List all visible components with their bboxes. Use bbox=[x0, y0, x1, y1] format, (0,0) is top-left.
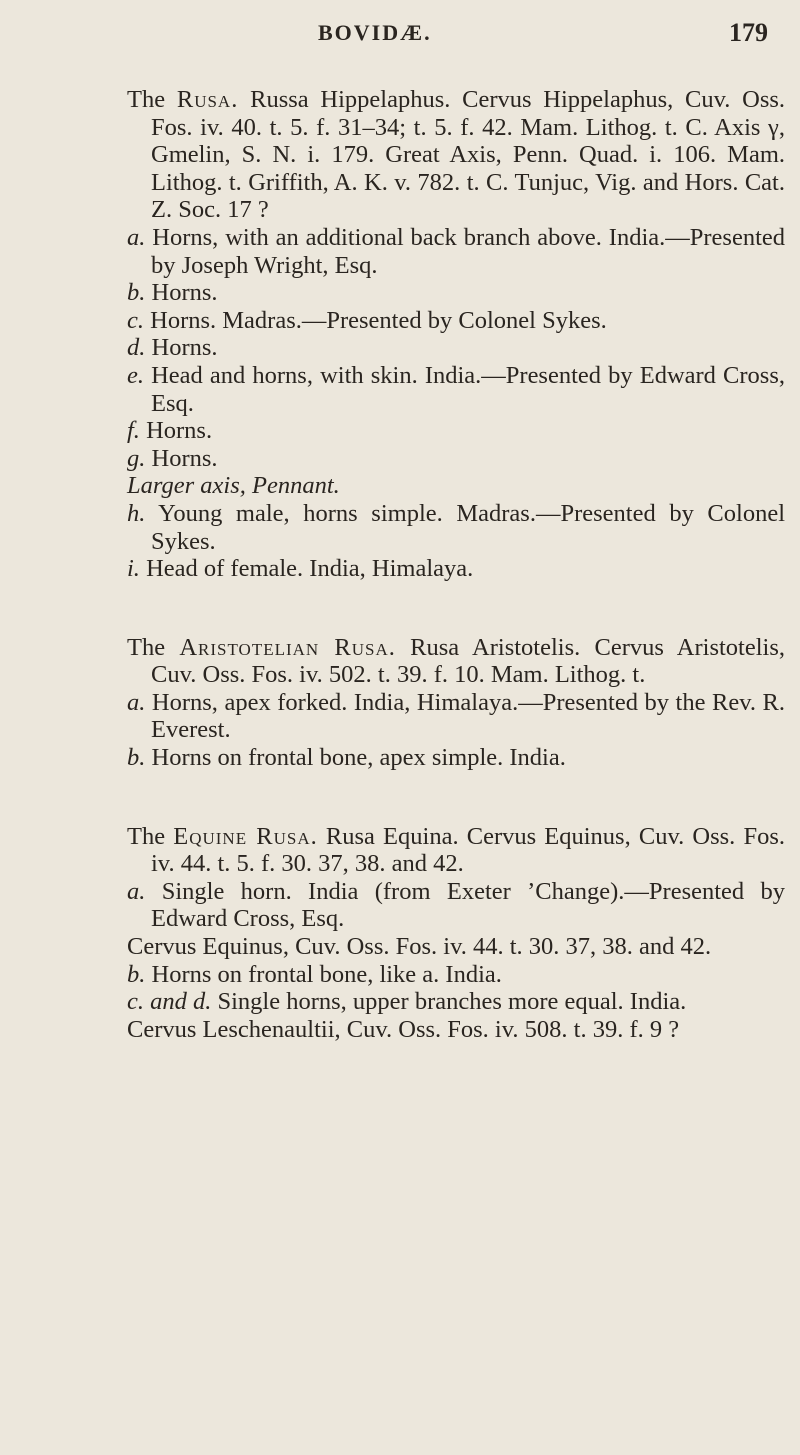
specimen-item: i. Head of female. India, Himalaya. bbox=[127, 555, 474, 583]
common-name: Rusa. bbox=[176, 86, 239, 113]
specimen-item: c. and d. Single horns, upper branches more equal. India. bbox=[127, 988, 687, 1016]
species-entry-rusa bbox=[127, 86, 785, 583]
specimen-item: b. Horns on frontal bone, like a. India. bbox=[127, 960, 502, 988]
variety-heading: Cervus Equinus, Cuv. Oss. Fos. iv. 44. t. 30. 37, 38. and 42. bbox=[127, 933, 712, 961]
specimen-item: e. Head and horns, with skin. India.—Presented by Edward Cross, Esq. bbox=[127, 361, 785, 417]
specimen-item: h. Young male, horns simple. Madras.—Presented by Colonel Sykes. bbox=[127, 499, 785, 555]
species-heading: The Equine Rusa. Rusa Equina. Cervus Equinus, Cuv. Oss. Fos. iv. 44. t. 5. f. 30. 37, 38. and 42. bbox=[127, 822, 785, 878]
specimen-item: a. Single horn. India (from Exeter ’Change).—Presented by Edward Cross, Esq. bbox=[127, 877, 785, 933]
specimen-item: f. Horns. bbox=[127, 417, 213, 445]
specimen-item: c. Horns. Madras.—Presented by Colonel Sykes. bbox=[127, 306, 607, 334]
running-head bbox=[0, 18, 800, 48]
synonymy: Rusa Equina. Cervus Equinus, Cuv. Oss. Fos. iv. 44. t. 5. f. 30. 37, 38. and 42. bbox=[151, 822, 785, 878]
species-entry-equine-rusa bbox=[127, 823, 785, 1044]
species-heading: The Aristotelian Rusa. Rusa Aristotelis. Cervus Aristotelis, Cuv. Oss. Fos. iv. 502. t. 39. f. 10. Mam. Lithog. t. bbox=[127, 633, 785, 689]
common-name: Aristotelian Rusa. bbox=[179, 633, 396, 661]
common-name: Equine Rusa. bbox=[173, 822, 318, 850]
specimen-item: b. Horns on frontal bone, apex simple. India. bbox=[127, 744, 566, 772]
specimen-item: b. Horns. bbox=[127, 279, 218, 307]
running-title: BOVIDÆ. bbox=[318, 20, 432, 45]
specimen-item: g. Horns. bbox=[127, 444, 218, 472]
species-heading: The Rusa. Russa Hippelaphus. Cervus Hippelaphus, Cuv. Oss. Fos. iv. 40. t. 5. f. 31–34; t. 5. f. 42. Mam. Lithog. t. C. Axis γ, Gmelin, S. N. i. 179. Great Axis, Penn. Quad. i. 106. Mam. Lithog. t. Griffith, A. K. v. 782. t. C. Tunjuc, Vig. and Hors. Cat. Z. Soc. 17 ? bbox=[127, 86, 786, 224]
specimen-item: a. Horns, with an additional back branch above. India.—Presented by Joseph Wright, Esq. bbox=[127, 223, 785, 279]
specimen-item: a. Horns, apex forked. India, Himalaya.—Presented by the Rev. R. Everest. bbox=[127, 688, 785, 744]
species-entry-aristotelian-rusa bbox=[127, 634, 785, 772]
synonymy: Russa Hippelaphus. Cervus Hippelaphus, Cuv. Oss. Fos. iv. 40. t. 5. f. 31–34; t. 5. f. 42. Mam. Lithog. t. C. Axis γ, Gmelin, S. N. i. 179. Great Axis, Penn. Quad. i. 106. Mam. Lithog. t. Griffith, A. K. v. 782. t. C. Tunjuc, Vig. and Hors. Cat. Z. Soc. 17 ? bbox=[151, 86, 786, 224]
synonym-line: Cervus Leschenaultii, Cuv. Oss. Fos. iv. 508. t. 39. f. 9 ? bbox=[127, 1015, 680, 1043]
variety-heading: Larger axis, Pennant. bbox=[127, 472, 340, 500]
synonymy: Rusa Aristotelis. Cervus Aristotelis, Cuv. Oss. Fos. iv. 502. t. 39. f. 10. Mam. Lithog. t. bbox=[151, 633, 785, 689]
page-number: 179 bbox=[729, 18, 768, 47]
specimen-item: d. Horns. bbox=[127, 334, 218, 362]
page-body bbox=[127, 86, 785, 1043]
